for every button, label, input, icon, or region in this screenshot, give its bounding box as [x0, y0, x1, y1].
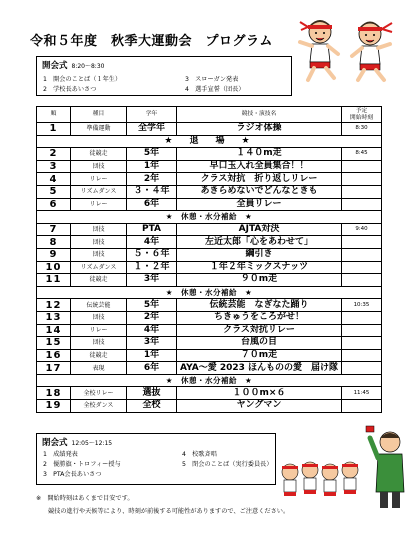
page-title: 令和５年度 秋季大運動会 プログラム — [30, 34, 273, 49]
row-start-time — [342, 236, 382, 249]
row-category: 準備運動 — [71, 123, 127, 136]
opening-ceremony-box — [36, 56, 292, 96]
table-row — [37, 274, 382, 287]
opening-time: 8:20～8:30 — [71, 63, 105, 70]
break-row — [37, 211, 382, 224]
row-grade: 3年 — [127, 274, 177, 287]
table-row — [37, 387, 382, 400]
row-category: リズムダンス — [71, 261, 127, 274]
break-row — [37, 135, 382, 148]
row-grade: ５・６年 — [127, 248, 177, 261]
row-category: 団技 — [71, 337, 127, 350]
row-grade: 6年 — [127, 362, 177, 375]
row-grade: 全校 — [127, 400, 177, 413]
row-start-time — [342, 349, 382, 362]
program-table — [36, 106, 382, 413]
row-start-time — [342, 400, 382, 413]
row-category: 団技 — [71, 236, 127, 249]
table-row — [37, 236, 382, 249]
header-start-time — [342, 107, 382, 123]
opening-item: 4 選手宣誓（団長） — [185, 86, 245, 93]
table-row — [37, 173, 382, 186]
note-line: ※ 開始時刻はあくまで目安です。 — [36, 495, 134, 502]
row-event: 全員リレー — [177, 198, 342, 211]
row-start-time — [342, 185, 382, 198]
table-header-row — [37, 107, 382, 123]
table-row — [37, 324, 382, 337]
running-children-illustration — [292, 14, 402, 84]
opening-item: 3 スローガン発表 — [185, 76, 239, 83]
row-start-time: 8:45 — [342, 148, 382, 161]
row-category: 団技 — [71, 248, 127, 261]
row-number: 15 — [37, 337, 71, 350]
table-row — [37, 123, 382, 136]
row-event: 台風の目 — [177, 337, 342, 350]
opening-heading: 開会式 8:20～8:30 — [42, 61, 105, 71]
table-body — [37, 123, 382, 413]
runner-right — [352, 22, 392, 81]
header-start-time-text: 予定 開始時刻 — [349, 107, 374, 121]
row-start-time: 9:40 — [342, 223, 382, 236]
row-number: 5 — [37, 185, 71, 198]
row-grade: 6年 — [127, 198, 177, 211]
row-category: 全校リレー — [71, 387, 127, 400]
break-label: ★ 休憩・水分補給 ★ — [37, 211, 382, 224]
table-row — [37, 223, 382, 236]
row-number: 16 — [37, 349, 71, 362]
row-grade: 4年 — [127, 236, 177, 249]
referee-and-children-illustration — [270, 420, 420, 510]
table-row — [37, 185, 382, 198]
table-row — [37, 349, 382, 362]
break-label: ★ 退 場 ★ — [37, 135, 382, 148]
row-event: １４０m走 — [177, 148, 342, 161]
header-no: 順 — [37, 107, 71, 123]
referee-figure — [366, 426, 404, 508]
row-event: 伝統芸能 なぎなた踊り — [177, 299, 342, 312]
header-event: 競技・演技名 — [177, 107, 342, 123]
row-grade: ３・４年 — [127, 185, 177, 198]
row-number: 8 — [37, 236, 71, 249]
row-number: 3 — [37, 160, 71, 173]
row-event: あきらめないでどんなときも — [177, 185, 342, 198]
row-number: 12 — [37, 299, 71, 312]
row-category: 徒競走 — [71, 349, 127, 362]
row-start-time — [342, 311, 382, 324]
row-number: 6 — [37, 198, 71, 211]
row-category: 団技 — [71, 223, 127, 236]
row-event: クラス対抗リレー — [177, 324, 342, 337]
row-number: 14 — [37, 324, 71, 337]
runner-left — [300, 20, 338, 80]
row-category: 団技 — [71, 311, 127, 324]
row-grade: 5年 — [127, 299, 177, 312]
table-row — [37, 311, 382, 324]
row-number: 19 — [37, 400, 71, 413]
row-event: 左近太郎「心をあわせて」 — [177, 236, 342, 249]
table-row — [37, 160, 382, 173]
closing-item: 1 成績発表 — [43, 451, 78, 458]
row-start-time: 8:30 — [342, 123, 382, 136]
row-category: 徒競走 — [71, 274, 127, 287]
row-grade: 4年 — [127, 324, 177, 337]
row-grade: 2年 — [127, 173, 177, 186]
row-start-time — [342, 362, 382, 375]
row-grade: 選抜 — [127, 387, 177, 400]
closing-item: 4 校歌斉唱 — [182, 451, 217, 458]
row-category: 団技 — [71, 160, 127, 173]
row-event: １年２年ミックスナッツ — [177, 261, 342, 274]
row-category: リズムダンス — [71, 185, 127, 198]
row-number: 4 — [37, 173, 71, 186]
row-number: 11 — [37, 274, 71, 287]
row-grade: PTA — [127, 223, 177, 236]
row-category: リレー — [71, 324, 127, 337]
row-event: 綱引き — [177, 248, 342, 261]
row-start-time — [342, 248, 382, 261]
closing-item: 2 優勝旗・トロフィー授与 — [43, 461, 121, 468]
row-start-time — [342, 324, 382, 337]
row-start-time — [342, 160, 382, 173]
closing-heading: 閉会式 12:05～12:15 — [42, 438, 113, 448]
header-grade: 学年 — [127, 107, 177, 123]
row-number: 13 — [37, 311, 71, 324]
row-category: リレー — [71, 173, 127, 186]
row-grade: 1年 — [127, 349, 177, 362]
row-event: ９０m走 — [177, 274, 342, 287]
row-event: ヤングマン — [177, 400, 342, 413]
row-grade: 3年 — [127, 337, 177, 350]
header-category: 種目 — [71, 107, 127, 123]
row-start-time — [342, 337, 382, 350]
row-event: AYA〜愛 2023 ほんものの愛 届け隊 — [177, 362, 342, 375]
row-number: 17 — [37, 362, 71, 375]
row-event: AJTA対決 — [177, 223, 342, 236]
row-event: １００m×６ — [177, 387, 342, 400]
table-row — [37, 261, 382, 274]
table-row — [37, 198, 382, 211]
row-category: 伝統芸能 — [71, 299, 127, 312]
closing-time: 12:05～12:15 — [71, 440, 113, 447]
row-start-time — [342, 261, 382, 274]
row-start-time — [342, 274, 382, 287]
closing-ceremony-box — [36, 433, 276, 485]
break-label: ★ 休憩・水分補給 ★ — [37, 374, 382, 387]
note-line: 競技の進行や天候等により、時刻が前後する可能性がありますので、ご注意ください。 — [48, 508, 290, 515]
table-row — [37, 248, 382, 261]
row-number: 9 — [37, 248, 71, 261]
closing-item: 5 閉会のことば（実行委員長） — [182, 461, 273, 468]
row-event: ちきゅうをころがせ！ — [177, 311, 342, 324]
table-row — [37, 400, 382, 413]
row-event: ７０m走 — [177, 349, 342, 362]
row-event: ラジオ体操 — [177, 123, 342, 136]
row-event: クラス対抗 折り返しリレー — [177, 173, 342, 186]
row-grade: 1年 — [127, 160, 177, 173]
row-grade: 2年 — [127, 311, 177, 324]
row-grade: １・２年 — [127, 261, 177, 274]
row-category: 徒競走 — [71, 148, 127, 161]
row-start-time — [342, 198, 382, 211]
table-row — [37, 362, 382, 375]
row-number: 10 — [37, 261, 71, 274]
kid-group — [282, 462, 358, 496]
row-grade: 全学年 — [127, 123, 177, 136]
row-number: 2 — [37, 148, 71, 161]
row-start-time — [342, 173, 382, 186]
break-row — [37, 286, 382, 299]
row-start-time: 10:35 — [342, 299, 382, 312]
break-label: ★ 休憩・水分補給 ★ — [37, 286, 382, 299]
opening-item: 1 開会のことば（１年生） — [43, 76, 122, 83]
table-row — [37, 148, 382, 161]
row-number: 7 — [37, 223, 71, 236]
row-category: リレー — [71, 198, 127, 211]
break-row — [37, 374, 382, 387]
row-grade: 5年 — [127, 148, 177, 161]
table-row — [37, 299, 382, 312]
row-start-time: 11:45 — [342, 387, 382, 400]
row-number: 18 — [37, 387, 71, 400]
row-category: 表現 — [71, 362, 127, 375]
opening-item: 2 学校長あいさつ — [43, 86, 97, 93]
row-number: 1 — [37, 123, 71, 136]
row-category: 全校ダンス — [71, 400, 127, 413]
table-row — [37, 337, 382, 350]
row-event: 早口玉入れ全員集合！！ — [177, 160, 342, 173]
closing-item: 3 PTA会長あいさつ — [43, 471, 102, 478]
